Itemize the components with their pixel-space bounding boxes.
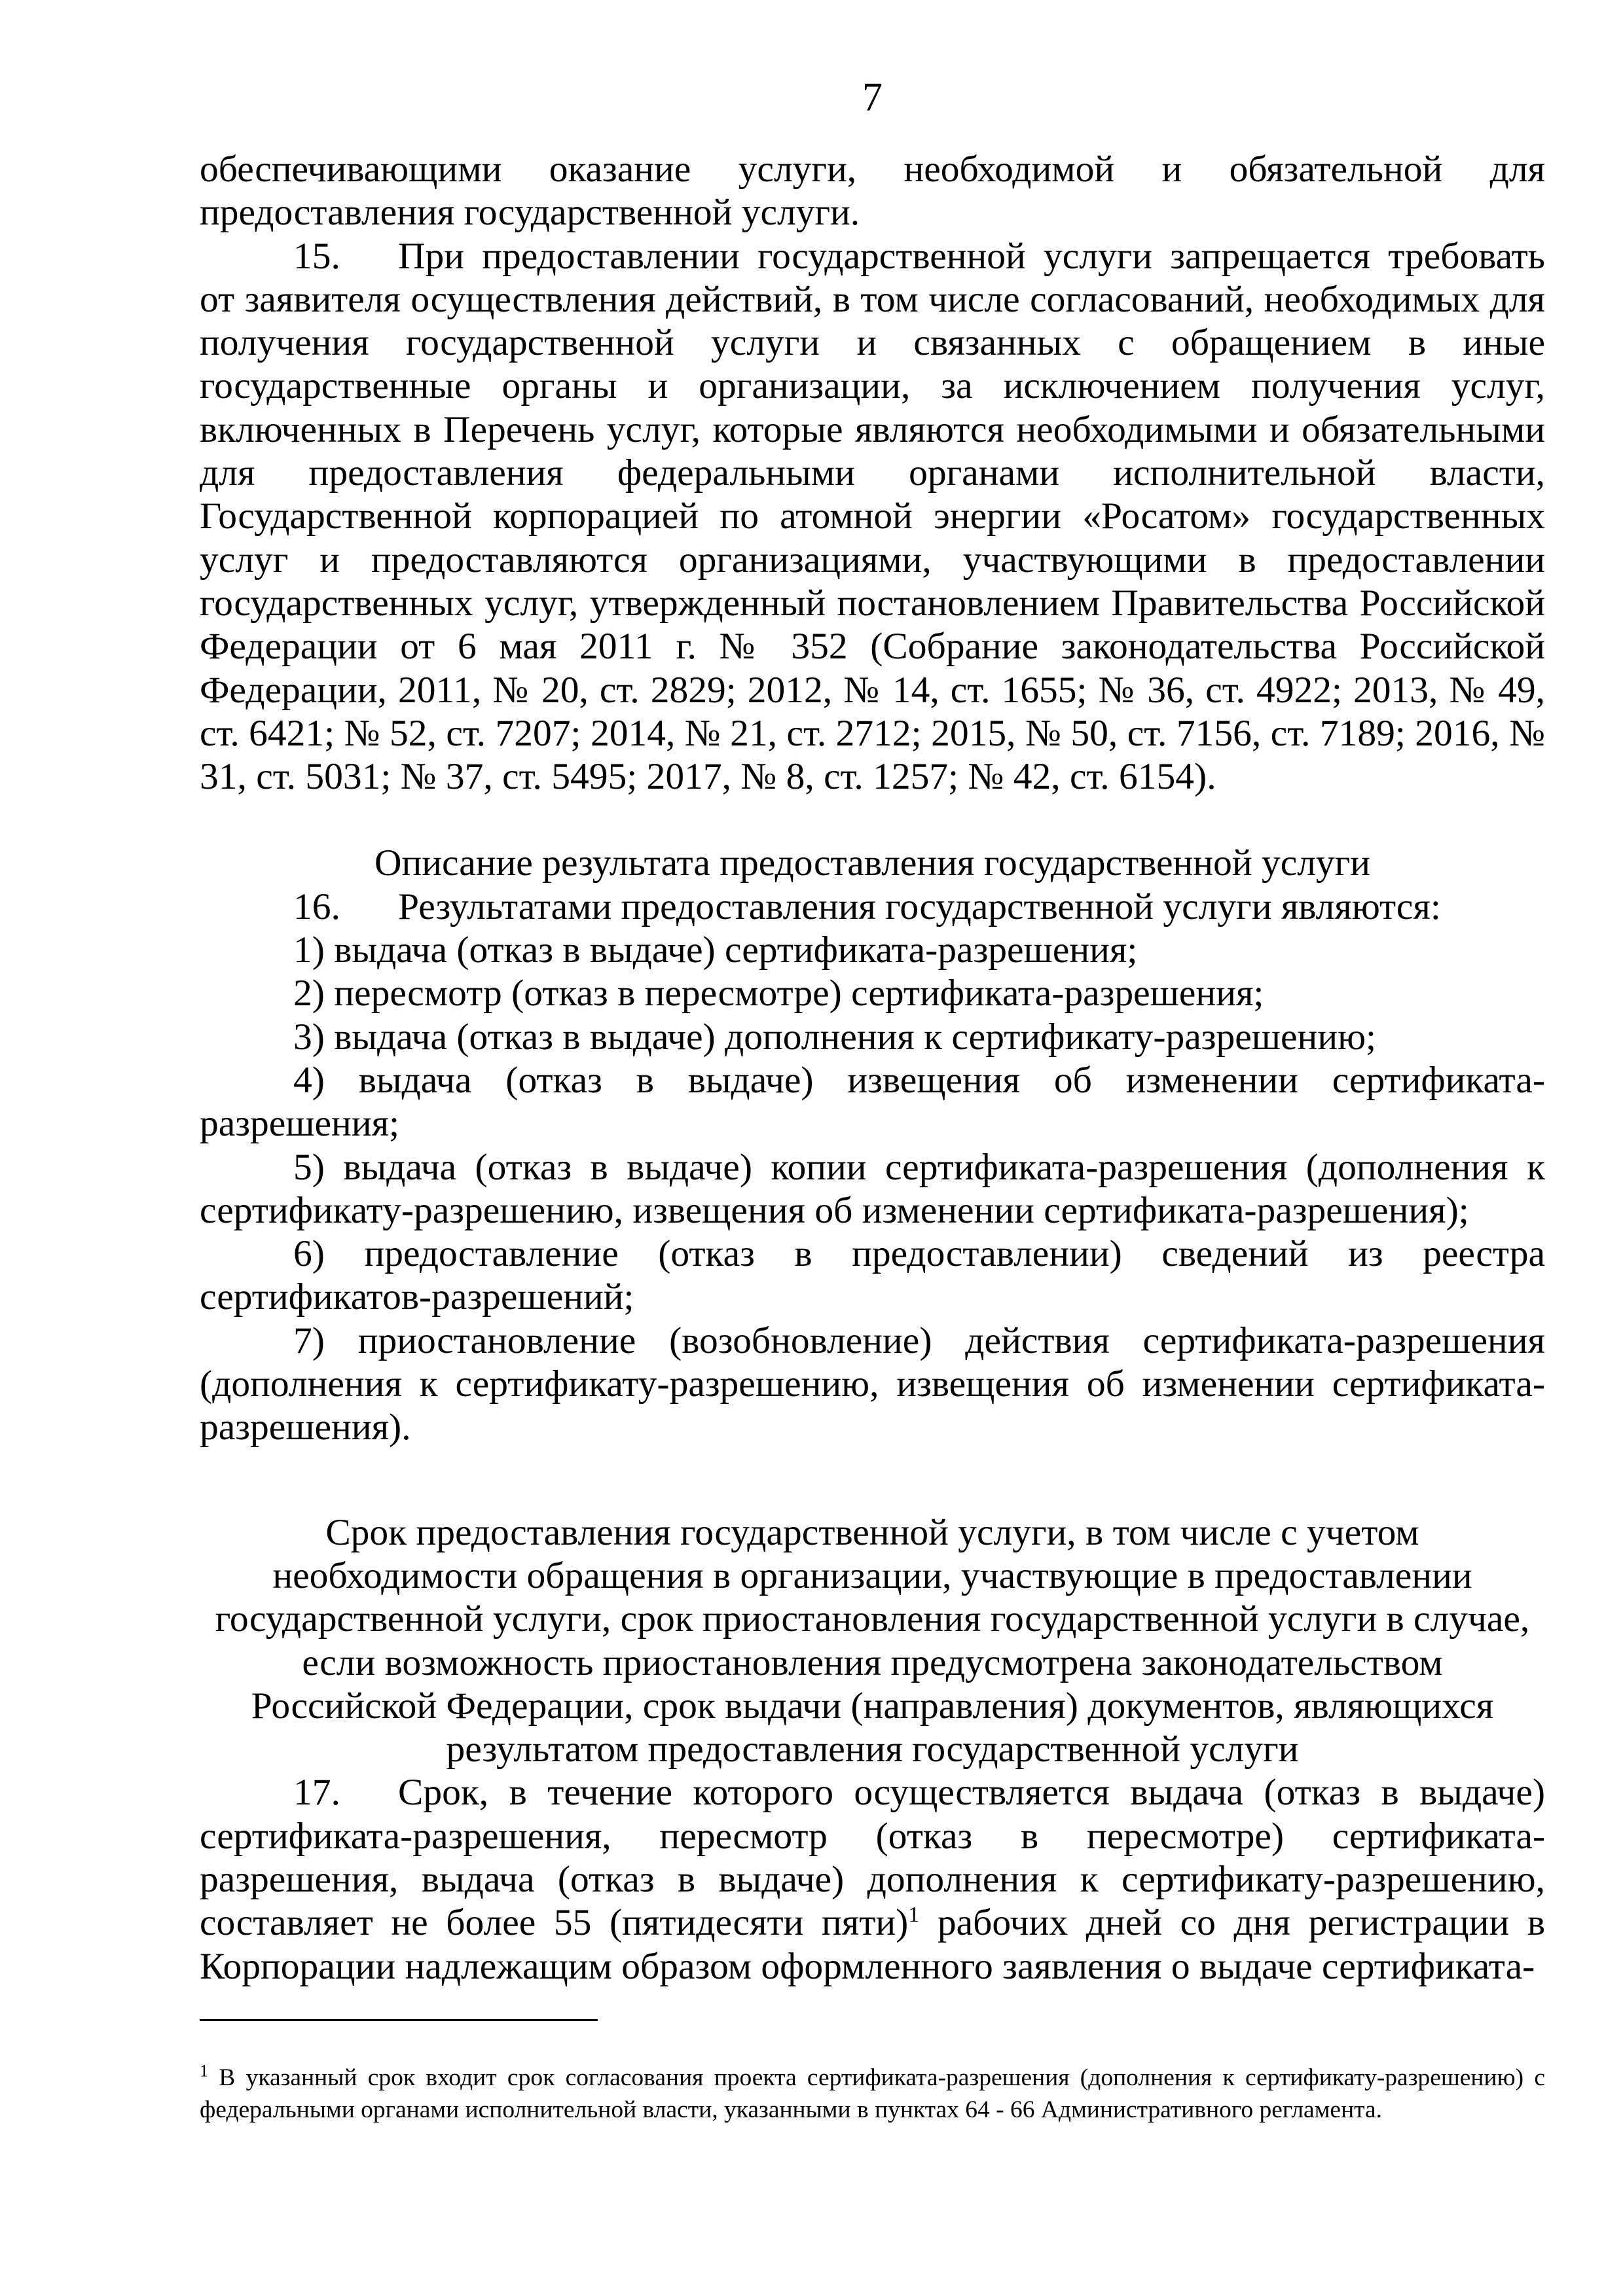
- list-item: 6) предоставление (отказ в предоставлении) сведений из реестра сертификатов-разрешений;: [200, 1233, 1545, 1318]
- footnote-separator: [200, 2019, 598, 2021]
- document-body: [200, 148, 1545, 1988]
- paragraph-15: [200, 235, 1545, 799]
- footnote-text: В указанный срок входит срок согласования проекта сертификата-разрешения (дополнения к сертификату-разрешению) с федеральными органами исполнительной власти, указанными в пунктах 64 - 66 Административного регламента.: [200, 2064, 1545, 2123]
- paragraph-number: 16.: [293, 886, 340, 927]
- paragraph-text-continued: рабочих дней со дня регистрации в Корпорации надлежащим образом оформленного заявления о выдаче сертификата-: [200, 1902, 1545, 1987]
- list-item: 7) приостановление (возобновление) действия сертификата-разрешения (дополнения к сертификату-разрешению, извещения об изменении сертификата-разрешения).: [200, 1319, 1545, 1448]
- footnote-reference[interactable]: 1: [908, 1903, 920, 1928]
- list-item: 3) выдача (отказ в выдаче) дополнения к сертификату-разрешению;: [293, 1016, 1377, 1058]
- paragraph-text: Результатами предоставления государственной услуги являются:: [398, 886, 1441, 927]
- result-list: [200, 929, 1545, 1450]
- list-item: 1) выдача (отказ в выдаче) сертификата-разрешения;: [293, 929, 1138, 971]
- heading-line: результатом предоставления государственной услуги: [446, 1729, 1299, 1770]
- heading-line: Российской Федерации, срок выдачи (направления) документов, являющихся: [251, 1685, 1494, 1727]
- document-page: [200, 0, 1545, 2296]
- list-item: 2) пересмотр (отказ в пересмотре) сертификата-разрешения;: [293, 973, 1264, 1014]
- heading-line: необходимости обращения в организации, участвующие в предоставлении: [272, 1554, 1472, 1596]
- footnote-mark: 1: [200, 2061, 208, 2080]
- paragraph-text: При предоставлении государственной услуги запрещается требовать от заявителя осуществления действий, в том числе согласований, необходимых для получения государственной услуги и связанных с обращением в иные государственные органы и организации, за исключением получения услуг, включенных в Перечень услуг, которые являются необходимыми и обязательными для предоставления федеральными органами исполнительной власти, Государственной корпорацией по атомной энергии «Росатом» государственных услуг и предоставляются организациями, участвующими в предоставлении государственных услуг, утвержденный постановлением Правительства Российской Федерации от 6 мая 2011 г. № 352 (Собрание законодательства Российской Федерации, 2011, № 20, ст. 2829; 2012, № 14, ст. 1655; № 36, ст. 4922; 2013, № 49, ст. 6421; № 52, ст. 7207; 2014, № 21, ст. 2712; 2015, № 50, ст. 7156, ст. 7189; 2016, № 31, ст. 5031; № 37, ст. 5495; 2017, № 8, ст. 1257; № 42, ст. 6154).: [200, 235, 1545, 798]
- heading-line: если возможность приостановления предусмотрена законодательством: [302, 1641, 1443, 1683]
- continuation-paragraph: обеспечивающими оказание услуги, необходимой и обязательной для предоставления государственной услуги.: [200, 149, 1545, 234]
- paragraph-17: [200, 1771, 1545, 1988]
- page-number: 7: [862, 75, 883, 120]
- paragraph-16: [200, 886, 1545, 929]
- section-heading-result: Описание результата предоставления государственной услуги: [374, 842, 1371, 884]
- paragraph-text: Срок, в течение которого осуществляется выдача (отказ в выдаче) сертификата-разрешения, пересмотр (отказ в пересмотре) сертификата-разрешения, выдача (отказ в выдаче) дополнения к сертификату-разрешению, составляет не более 55 (пятидесяти пяти): [200, 1772, 1545, 1944]
- heading-line: государственной услуги, срок приостановления государственной услуги в случае,: [215, 1598, 1530, 1640]
- section-heading-term: [200, 1511, 1545, 1772]
- footnote: [200, 2062, 1545, 2126]
- paragraph-number: 15.: [293, 235, 340, 277]
- paragraph-number: 17.: [293, 1772, 340, 1814]
- list-item: 5) выдача (отказ в выдаче) копии сертификата-разрешения (дополнения к сертификату-разрешению, извещения об изменении сертификата-разрешения);: [200, 1146, 1545, 1231]
- list-item: 4) выдача (отказ в выдаче) извещения об изменении сертификата-разрешения;: [200, 1059, 1545, 1145]
- heading-line: Срок предоставления государственной услуги, в том числе с учетом: [325, 1511, 1419, 1553]
